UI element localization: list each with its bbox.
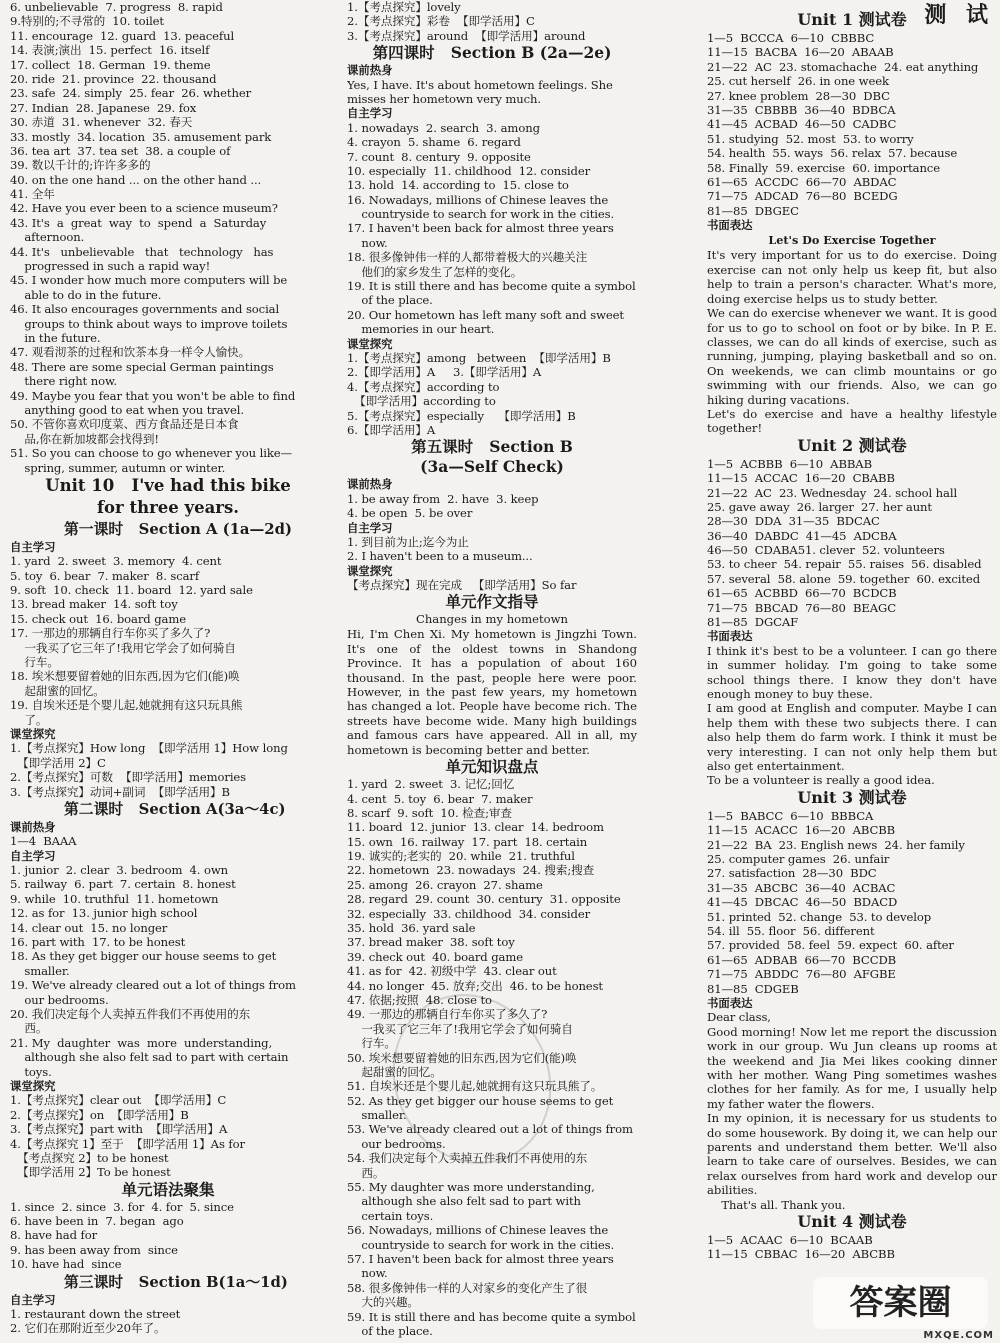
answer-line: 54. health 55. ways 56. relax 57. because <box>707 146 958 161</box>
answer-line: 21. My daughter was more understanding, <box>10 1035 273 1050</box>
section-label: 自主学习 <box>347 520 393 535</box>
answer-line: 41. 全年 <box>10 187 55 202</box>
section-heading: 单元语法聚集 <box>121 1179 215 1199</box>
answer-line: 54. 我们决定每个人卖掉五件我们不再使用的东 <box>347 1151 588 1166</box>
answer-line: 11—15 ACCAC 16—20 CBABB <box>707 471 895 486</box>
answer-line: 56. Nowadays, millions of Chinese leaves the <box>347 1223 609 1238</box>
answer-line: 71—75 BBCAD 76—80 BEAGC <box>707 600 896 615</box>
answer-line: 31—35 CBBBB 36—40 BDBCA <box>707 102 896 117</box>
answer-line: 21—22 AC 23. stomachache 24. eat anything <box>707 59 979 74</box>
answer-line: Yes, I have. It's about hometown feelings. She <box>347 77 613 92</box>
answer-line: 5. railway 6. part 7. certain 8. honest <box>10 877 236 892</box>
answer-line: 17. I haven't been back for almost three years <box>347 221 614 236</box>
answer-line: 25. computer games 26. unfair <box>707 852 890 867</box>
answer-line: 起甜蜜的回忆。 <box>10 683 105 698</box>
answer-line: 2.【即学活用】A 3.【即学活用】A <box>347 365 542 380</box>
answer-line: 10. especially 11. childhood 12. consider <box>347 163 591 178</box>
answer-line: 1. 到目前为止;迄今为止 <box>347 534 469 549</box>
answer-line: 49. 一那边的那辆自行车你买了多久了? <box>347 1007 548 1022</box>
answer-line: 16. Nowadays, millions of Chinese leaves the <box>347 192 609 207</box>
answer-line: 43. It's a great way to spend a Saturday <box>10 215 267 230</box>
answer-line: 46—50 CDABA51. clever 52. volunteers <box>707 543 945 558</box>
answer-line: 13. bread maker 14. soft toy <box>10 597 178 612</box>
answer-line: now. <box>347 235 388 250</box>
unit-test-title: Unit 3 测试卷 <box>797 787 907 807</box>
essay-paragraph: It's very important for us to do exercise. Doing exercise can not only help us keep fit, but also help to train a person's character. What's more, doing exercise helps us to study better. <box>707 248 997 306</box>
answer-line: 18. 埃米想要留着她的旧东西,因为它们(能)唤 <box>10 669 240 684</box>
answer-line: 36. tea art 37. tea set 38. a couple of <box>10 143 231 158</box>
answer-line: 行车。 <box>347 1036 396 1051</box>
answer-line: 11—15 ACACC 16—20 ABCBB <box>707 823 896 838</box>
section-label: 自主学习 <box>347 106 393 121</box>
answer-line: although she also felt sad to part with <box>347 1194 581 1209</box>
answer-line: 9. while 10. truthful 11. hometown <box>10 891 219 906</box>
answer-line: 1.【考点探究】among between 【即学活用】B <box>347 350 611 365</box>
answer-line: 了。 <box>10 712 48 727</box>
section-label: 课堂探究 <box>10 1078 56 1093</box>
answer-line: 1. restaurant down the street <box>10 1307 181 1322</box>
answer-line: 2. 它们在那附近至少20年了。 <box>10 1321 166 1336</box>
answer-line: That's all. Thank you. <box>707 1197 846 1212</box>
answer-line: 59. It is still there and has become quite a symbol <box>347 1309 636 1324</box>
answer-line: 58. 很多像钟伟一样的人对家乡的变化产生了很 <box>347 1280 588 1295</box>
answer-line: 22. hometown 23. nowadays 24. 搜索;搜查 <box>347 863 595 878</box>
answer-line: 11—15 CBBAC 16—20 ABCBB <box>707 1247 895 1262</box>
unit-title: Unit 10 I've had this bike <box>45 475 291 495</box>
answer-line: 3.【考点探究】part with 【即学活用】A <box>10 1122 228 1137</box>
answer-line: 行车。 <box>10 655 59 670</box>
answer-line: 11—15 BACBA 16—20 ABAAB <box>707 45 894 60</box>
answer-line: 33. mostly 34. location 35. amusement park <box>10 129 272 144</box>
essay-paragraph: We can do exercise whenever we want. It is good for us to go to school on foot or by bike. In P. E. classes, we can do all kinds of exercise, such as running, jumping, playing basketball and so on. On weekends, we can climb mountains or go swimming with our friends. Also, we can go hiking during vacations. <box>707 306 997 407</box>
answer-line: in the future. <box>10 330 101 345</box>
answer-line: anything good to eat when you travel. <box>10 402 244 417</box>
answer-line: 18. As they get bigger our house seems to get <box>10 949 277 964</box>
watermark <box>808 1277 998 1341</box>
watermark-logo: 答案圈 <box>813 1277 988 1329</box>
answer-line: 12. as for 13. junior high school <box>10 906 198 921</box>
answer-line: 13. hold 14. according to 15. close to <box>347 178 569 193</box>
answer-line: 【即学活用】according to <box>347 394 496 409</box>
answer-line: 36—40 DABDC 41—45 ADCBA <box>707 528 897 543</box>
answer-line: 3.【考点探究】around 【即学活用】around <box>347 28 586 43</box>
answer-line: 27. satisfaction 28—30 BDC <box>707 866 877 881</box>
section-label: 课前热身 <box>10 819 56 834</box>
section-heading: 第五课时 Section B <box>411 437 573 457</box>
answer-line: 61—65 ACBBD 66—70 BCDCB <box>707 586 897 601</box>
answer-line: 1. since 2. since 3. for 4. for 5. since <box>10 1199 234 1214</box>
section-label: 书面表达 <box>707 629 753 644</box>
answer-line: 21—22 BA 23. English news 24. her family <box>707 837 965 852</box>
answer-line: 71—75 ADCAD 76—80 BCEDG <box>707 189 898 204</box>
page-header-label: 测 试 <box>924 2 994 28</box>
answer-line: 1—5 ACAAC 6—10 BCAAB <box>707 1233 873 1248</box>
section-label: 课堂探究 <box>347 563 393 578</box>
essay-paragraph: Let's do exercise and have a healthy lifestyle together! <box>707 406 997 436</box>
answer-line: 61—65 ADBAB 66—70 BCCDB <box>707 952 897 967</box>
section-label: 书面表达 <box>707 995 753 1010</box>
essay-paragraph: In my opinion, it is necessary for us students to do some housework. By doing it, we can help our parents and understand them better. We'll also learn to take care of ourselves. Besides, we can relax ourselves from hard work and develop our abilities. <box>707 1111 997 1198</box>
section-label: 课前热身 <box>347 477 393 492</box>
answer-line: 1.【考点探究】lovely <box>347 0 461 14</box>
answer-line: 32. especially 33. childhood 34. consider <box>347 906 591 921</box>
answer-line: 8. scarf 9. soft 10. 检查;审查 <box>347 805 512 820</box>
answer-line: 5. toy 6. bear 7. maker 8. scarf <box>10 568 200 583</box>
answer-line: 5.【考点探究】especially 【即学活用】B <box>347 408 576 423</box>
answer-line: 57. provided 58. feel 59. expect 60. after <box>707 938 954 953</box>
answer-line: 14. 表演;演出 15. perfect 16. itself <box>10 43 210 58</box>
essay-paragraph: I am good at English and computer. Maybe I can help them with these two subjects there. I can also help them do farm work. I think it must be very interesting. I can not only help them but also get entertainment. <box>707 701 997 774</box>
answer-line: 11. encourage 12. guard 13. peaceful <box>10 28 235 43</box>
answer-line: of the place. <box>347 1323 433 1338</box>
answer-line: able to do in the future. <box>10 287 162 302</box>
essay-paragraph: I think it's best to be a volunteer. I can go there in summer holiday. I'm going to take some school things there. I know they don't have enough money to buy these. <box>707 643 997 702</box>
answer-line: 53. to cheer 54. repair 55. raises 56. disabled <box>707 557 982 572</box>
answer-line: 2.【考点探究】彩卷 【即学活用】C <box>347 14 535 29</box>
answer-line: 6. have been in 7. began ago <box>10 1214 184 1229</box>
answer-line: 1—5 BCCCA 6—10 CBBBC <box>707 31 875 45</box>
answer-line: 48. There are some special German paintings <box>10 359 274 374</box>
answer-line: 1. yard 2. sweet 3. memory 4. cent <box>10 554 222 569</box>
answer-line: 45. I wonder how much more computers will be <box>10 273 288 288</box>
answer-line: 19. It is still there and has become quite a symbol <box>347 279 636 294</box>
answer-line: misses her hometown very much. <box>347 91 541 106</box>
answer-line: 大的兴趣。 <box>347 1295 419 1310</box>
essay-title: Let's Do Exercise Together <box>768 233 936 248</box>
answer-line: 51. studying 52. most 53. to worry <box>707 131 914 146</box>
answer-line: 44. no longer 45. 放弃;交出 46. to be honest <box>347 978 603 993</box>
answer-line: 40. on the one hand ... on the other hand ... <box>10 172 262 187</box>
answer-line: smaller. <box>10 963 70 978</box>
answer-line: 20. Our hometown has left many soft and sweet <box>347 307 624 322</box>
answer-line: 25. among 26. crayon 27. shame <box>347 877 543 892</box>
answer-line: smaller. <box>347 1108 407 1123</box>
answer-line: 51. printed 52. change 53. to develop <box>707 909 932 924</box>
answer-line: 61—65 ACCDC 66—70 ABDAC <box>707 174 897 189</box>
answer-line: our bedrooms. <box>347 1136 446 1151</box>
answer-line: 15. own 16. railway 17. part 18. certain <box>347 834 588 849</box>
answer-line: 16. part with 17. to be honest <box>10 935 186 950</box>
answer-line: groups to think about ways to improve toilets <box>10 316 288 331</box>
answer-line: 1. junior 2. clear 3. bedroom 4. own <box>10 863 229 878</box>
section-heading: (3a—Self Check) <box>420 457 564 477</box>
answer-line: 4. be open 5. be over <box>347 506 473 521</box>
answer-line: 西。 <box>10 1021 48 1036</box>
answer-line: 2.【考点探究】on 【即学活用】B <box>10 1107 189 1122</box>
essay-paragraph: To be a volunteer is really a good idea. <box>707 773 935 788</box>
answer-line: 42. Have you ever been to a science museum? <box>10 201 278 216</box>
section-label: 自主学习 <box>10 848 56 863</box>
essay-paragraph: Good morning! Now let me report the discussion work in our group. Wu Jun cleans up rooms at the weekend and Jia Mei likes cooking dinner with her mother. Wang Ping sometimes washes clothes for her family. As for me, I usually help my father water the flowers. <box>707 1024 997 1111</box>
answer-line: 9.特别的;不寻常的 10. toilet <box>10 14 164 29</box>
section-label: 课堂探究 <box>10 726 56 741</box>
answer-line: 20. 我们决定每个人卖掉五件我们不再使用的东 <box>10 1007 251 1021</box>
answer-line: countryside to search for work in the cities. <box>347 1237 615 1252</box>
answer-line: 18. 很多像钟伟一样的人都带着极大的兴趣关注 <box>347 250 588 265</box>
answer-line: 4.【考点探究 1】至于 【即学活用 1】As for <box>10 1136 245 1151</box>
answer-line: 81—85 CDGEB <box>707 981 799 996</box>
answer-line: our bedrooms. <box>10 992 109 1007</box>
section-label: 课堂探究 <box>347 336 393 351</box>
unit-test-title: Unit 4 测试卷 <box>797 1212 907 1232</box>
answer-line: certain toys. <box>347 1208 434 1223</box>
answer-line: 1—5 BABCC 6—10 BBBCA <box>707 808 874 823</box>
answer-line: 81—85 DBGEC <box>707 203 799 218</box>
answer-line: 21—22 AC 23. Wednesday 24. school hall <box>707 485 958 500</box>
answer-line: 6.【即学活用】A <box>347 422 436 437</box>
answer-line: 1.【考点探究】How long 【即学活用 1】How long <box>10 741 288 756</box>
section-label: 课前热身 <box>347 63 393 78</box>
column-right <box>707 0 997 1262</box>
answer-line: 9. has been away from since <box>10 1242 178 1257</box>
answer-line: 71—75 ABDDC 76—80 AFGBE <box>707 967 896 982</box>
answer-line: 30. 赤道 31. whenever 32. 春天 <box>10 115 193 130</box>
essay-title: Changes in my hometown <box>415 612 569 627</box>
answer-line: 15. check out 16. board game <box>10 611 186 626</box>
watermark-url: MXQE.COM <box>923 1330 994 1341</box>
answer-line: 25. gave away 26. larger 27. her aunt <box>707 499 932 514</box>
answer-line: 1. nowadays 2. search 3. among <box>347 120 540 135</box>
answer-line: 28. regard 29. count 30. century 31. opposite <box>347 892 621 907</box>
answer-line: 35. hold 36. yard sale <box>347 921 476 936</box>
answer-line: 3.【考点探究】动词+副词 【即学活用】B <box>10 784 230 799</box>
section-heading: 单元作文指导 <box>445 592 539 612</box>
answer-line: 1.【考点探究】clear out 【即学活用】C <box>10 1093 227 1108</box>
answer-line: 19. 自埃米还是个婴儿起,她就拥有这只玩具熊 <box>10 698 243 713</box>
unit-test-title: Unit 2 测试卷 <box>797 435 907 455</box>
answer-line: 17. collect 18. German 19. theme <box>10 57 211 72</box>
answer-line: 9. soft 10. check 11. board 12. yard sale <box>10 583 253 598</box>
answer-line: 11. board 12. junior 13. clear 14. bedroom <box>347 820 604 835</box>
essay-paragraph: Hi, I'm Chen Xi. My hometown is Jingzhi Town. It's one of the oldest towns in Shandong Province. It has a population of about 160 thousand. In the past, people here were poor. However, in the past few years, my hometown has changed a lot. People have become rich. The streets have become wide. Many high buildings and famous cars have appeared. All in all, my hometown is becoming better and better. <box>347 627 637 757</box>
answer-line: 52. As they get bigger our house seems to get <box>347 1093 614 1108</box>
spacer <box>707 0 997 10</box>
section-heading: 第四课时 Section B (2a—2e) <box>372 43 612 63</box>
answer-line: 51. 自埃米还是个婴儿起,她就拥有这只玩具熊了。 <box>347 1079 603 1094</box>
answer-line: 41—45 DBCAC 46—50 BDACD <box>707 895 898 910</box>
answer-line: 2. I haven't been to a museum... <box>347 549 533 564</box>
answer-line: 81—85 DGCAF <box>707 615 799 630</box>
answer-line: 39. check out 40. board game <box>347 949 523 964</box>
answer-line: 27. Indian 28. Japanese 29. fox <box>10 100 197 115</box>
answer-line: although she also felt sad to part with certain <box>10 1050 289 1065</box>
answer-line: 47. 观看沏茶的过程和饮茶本身一样令人愉快。 <box>10 345 251 360</box>
answer-line: 44. It's unbelievable that technology has <box>10 244 274 259</box>
answer-line: 50. 不管你喜欢印度菜、西方食品还是日本食 <box>10 417 239 432</box>
answer-line: 19. We've already cleared out a lot of things from <box>10 978 296 993</box>
answer-line: 57. I haven't been back for almost three years <box>347 1252 614 1266</box>
answer-line: 41. as for 42. 初级中学 43. clear out <box>347 964 557 979</box>
answer-line: 14. clear out 15. no longer <box>10 920 168 935</box>
answer-line: 39. 数以千计的;许许多多的 <box>10 158 151 173</box>
answer-line: 一我买了它三年了!我用它学会了如何骑自 <box>10 640 236 655</box>
answer-line: afternoon. <box>10 230 85 245</box>
answer-line: 54. ill 55. floor 56. different <box>707 924 875 939</box>
answer-line: 1—4 BAAA <box>10 834 77 849</box>
unit-test-title: Unit 1 测试卷 <box>797 10 907 29</box>
answer-line: 8. have had for <box>10 1228 98 1243</box>
answer-line: progressed in such a rapid way! <box>10 259 211 274</box>
lesson-heading: 第一课时 Section A (1a—2d) <box>64 520 292 538</box>
column-left <box>10 0 326 1336</box>
answer-line: 1. yard 2. sweet 3. 记忆;回忆 <box>347 777 515 792</box>
answer-line: 起甜蜜的回忆。 <box>347 1064 442 1079</box>
answer-line: 【考点探究】现在完成 【即学活用】So far <box>347 578 577 593</box>
answer-line: memories in our heart. <box>347 322 495 337</box>
answer-line: 一我买了它三年了!我用它学会了如何骑自 <box>347 1021 573 1036</box>
answer-line: 31—35 ABCBC 36—40 ACBAC <box>707 880 896 895</box>
answer-line: 28—30 DDA 31—35 BDCAC <box>707 514 880 529</box>
answer-line: 50. 埃米想要留着她的旧东西,因为它们(能)唤 <box>347 1050 577 1065</box>
section-label: 自主学习 <box>10 539 56 554</box>
answer-line: 【即学活用 2】C <box>10 755 106 770</box>
answer-line: 27. knee problem 28—30 DBC <box>707 88 890 103</box>
answer-line: now. <box>347 1266 388 1281</box>
answer-line: 55. My daughter was more understanding, <box>347 1180 595 1195</box>
answer-line: countryside to search for work in the cities. <box>347 207 615 222</box>
answer-line: 37. bread maker 38. soft toy <box>347 935 515 950</box>
answer-line: 58. Finally 59. exercise 60. importance <box>707 160 940 175</box>
answer-line: 6. unbelievable 7. progress 8. rapid <box>10 0 223 14</box>
answer-line: Dear class, <box>707 1010 771 1025</box>
answer-line: 25. cut herself 26. in one week <box>707 74 889 89</box>
answer-line: 46. It also encourages governments and social <box>10 302 280 317</box>
section-label: 书面表达 <box>707 218 753 233</box>
answer-line: spring, summer, autumn or winter. <box>10 460 226 475</box>
answer-line: 他们的家乡发生了怎样的变化。 <box>347 264 523 279</box>
answer-line: 19. 诚实的;老实的 20. while 21. truthful <box>347 849 575 864</box>
answer-line: 17. 一那边的那辆自行车你买了多久了? <box>10 626 211 641</box>
section-label: 自主学习 <box>10 1292 56 1307</box>
answer-line: 1. be away from 2. have 3. keep <box>347 491 539 506</box>
answer-line: 49. Maybe you fear that you won't be able to find <box>10 388 296 403</box>
answer-line: 4.【考点探究】according to <box>347 379 500 394</box>
answer-line: 1—5 ACBBB 6—10 ABBAB <box>707 456 872 471</box>
lesson-heading: 第二课时 Section A(3a～4c) <box>64 800 286 818</box>
answer-line: 7. count 8. century 9. opposite <box>347 149 531 164</box>
answer-line: 51. So you can choose to go whenever you like— <box>10 446 292 461</box>
answer-line: 4. cent 5. toy 6. bear 7. maker <box>347 791 533 806</box>
answer-line: toys. <box>10 1064 52 1079</box>
answer-line: 品,你在新加坡都会找得到! <box>10 431 159 446</box>
answer-line: there right now. <box>10 374 117 389</box>
answer-line: 57. several 58. alone 59. together 60. excited <box>707 571 981 586</box>
answer-line: of the place. <box>347 293 433 308</box>
answer-line: 20. ride 21. province 22. thousand <box>10 71 217 86</box>
lesson-heading: 第三课时 Section B(1a～1d) <box>64 1273 288 1291</box>
answer-line: 53. We've already cleared out a lot of things from <box>347 1122 633 1137</box>
answer-line: 41—45 ACBAD 46—50 CADBC <box>707 117 897 132</box>
answer-line: 【即学活用 2】To be honest <box>10 1165 171 1180</box>
answer-line: 23. safe 24. simply 25. fear 26. whether <box>10 86 252 101</box>
answer-line: 4. crayon 5. shame 6. regard <box>347 135 521 150</box>
answer-line: 【考点探究 2】to be honest <box>10 1150 169 1165</box>
section-heading: 单元知识盘点 <box>445 757 539 777</box>
answer-line: 西。 <box>347 1165 385 1180</box>
answer-line: 10. have had since <box>10 1257 122 1272</box>
unit-title: for three years. <box>96 497 240 517</box>
answer-line: 47. 依据;按照 48. close to <box>347 992 492 1007</box>
answer-line: 2.【考点探究】可数 【即学活用】memories <box>10 770 247 785</box>
